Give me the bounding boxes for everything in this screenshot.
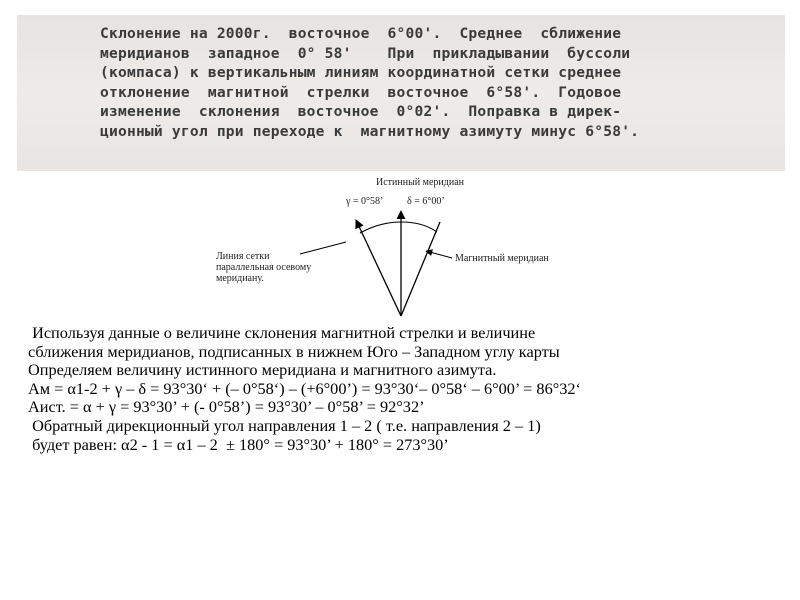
scan-line: отклонение магнитной стрелки восточное 6°58'. Годовое [100, 83, 622, 101]
magnetic-meridian-label: Магнитный меридиан [455, 253, 549, 264]
formula-reverse-angle: будет равен: α2 - 1 = α1 – 2 ± 180° = 93°30’ + 180° = 273°30’ [28, 434, 449, 454]
scan-line: Склонение на 2000г. восточное 6°00'. Среднее сближение [100, 25, 622, 42]
formula-magnetic-azimuth: Ам = α1-2 + γ – δ = 93°30‘ + (– 0°58‘) – (+6°00’) = 93°30‘– 0°58‘ – 6°00’ = 86°32‘ [28, 378, 581, 398]
scan-line: меридианов западное 0° 58' При прикладывании буссоли [100, 44, 631, 62]
grid-line-label-line: меридиану. [216, 273, 264, 284]
grid-line-label-line: Линия сетки [216, 251, 270, 262]
gamma-arc [360, 222, 401, 233]
text-line: сближения меридианов, подписанных в нижнем Юго – Западном углу карты [28, 341, 560, 361]
formula-true-azimuth: Аист. = α + γ = 93°30’ + (- 0°58’) = 93°30’ – 0°58’ = 92°32’ [28, 397, 425, 417]
magnetic-meridian-line [401, 222, 440, 316]
gamma-label: γ = 0°58’ [346, 196, 384, 207]
grid-line [356, 220, 401, 316]
delta-arc [401, 222, 437, 232]
text-line: Используя данные о величине склонения магнитной стрелки и величине [28, 323, 536, 342]
scan-line: (компаса) к вертикальным линиям координатной сетки среднее [100, 64, 622, 82]
explanation-text [28, 324, 788, 454]
scan-line: ционный угол при переходе к магнитному азимуту минус 6°58'. [100, 122, 640, 140]
delta-label: δ = 6°00’ [407, 196, 445, 207]
grid-line-label [216, 251, 311, 284]
magnetic-label-pointer [426, 251, 452, 258]
text-line: Определяем величину истинного меридиана и магнитного азимута. [28, 360, 497, 380]
grid-line-label-line: параллельная осевому [216, 262, 312, 273]
text-line: Обратный дирекционный угол направления 1 – 2 ( т.е. направления 2 – 1) [28, 415, 541, 435]
scan-line: изменение склонения восточное 0°02'. Поправка в дирек- [100, 103, 622, 121]
true-meridian-label: Истинный меридиан [376, 177, 465, 188]
